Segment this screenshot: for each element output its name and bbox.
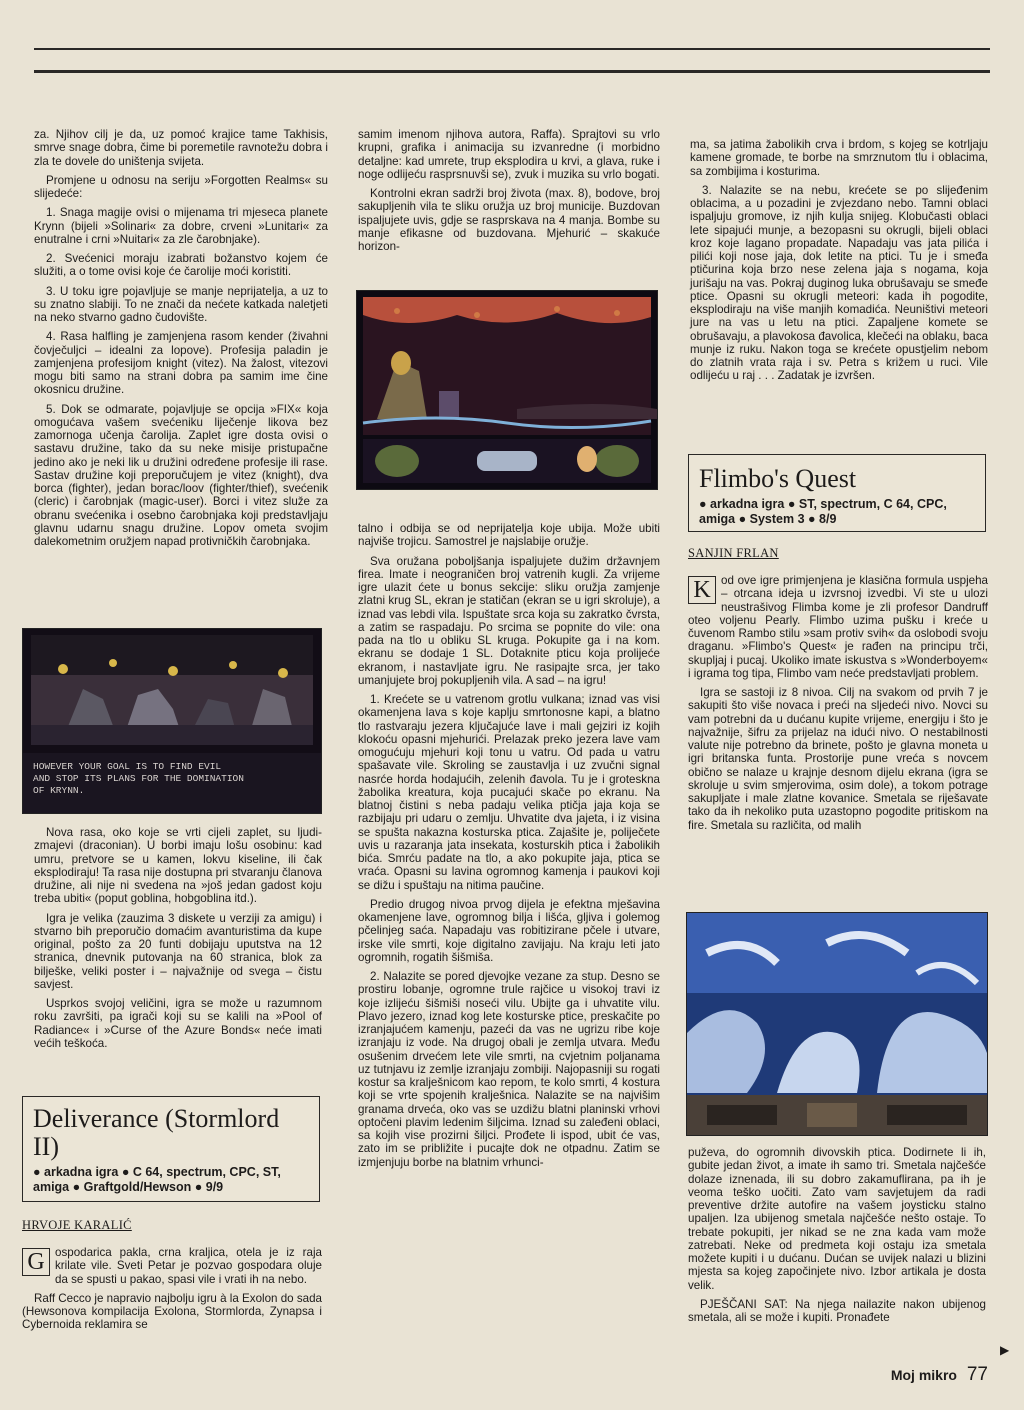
- paragraph: Raff Cecco je napravio najbolju igru à la Exolon do sada (Hewsonova kompilacija Exolona, Stormlorda, Zynapsa i Cybernoida reklamira se: [22, 1291, 322, 1332]
- review-2-body: [688, 574, 988, 838]
- paragraph: 3. U toku igre pojavljuje se manje neprijatelja, a uz to su znatno slabiji. To ne znači da nećete katkada naletjeti na neko stvarno gadno čudovište.: [34, 284, 328, 324]
- krynn-caption-line-3: OF KRYNN.: [33, 785, 85, 796]
- paragraph: puževa, do ogromnih divovskih ptica. Dodirnete li ih, gubite jedan život, a imate ih samo tri. Smetala najčešće dolaze iznenada, ili su dobro zakamuflirana, pa ih je veoma teško uočiti. Zato vam savjetujem da radi preventive držite autofire na vašem joysticku stalno upaljen. Iza ubijenog smetala najčešće nešto ostaje. To trebate pokupiti, jer nikad se ne zna kada vam može zatrebati. Neke od predmeta koji ostaju iza smetala možete kupiti i u dućanu. Dućan se uvijek nalazi u blizini mjesta sa kojeg započinjete nivo. Izbor artikala je dosta velik.: [688, 1146, 986, 1292]
- column-1-top: [34, 128, 328, 554]
- review-header-deliverance: [22, 1096, 320, 1202]
- paragraph: 2. Nalazite se pored djevojke vezane za stup. Desno se prostiru lobanje, ogromne trule rajčice u visokoj travi iz koje izlijeću šišmiši noseći vilu. Ubijte ga i uhvatite vilu. Plavo jezero, iznad kog lete kosturske ptice, preskačite po izranjajućem kamenju, pazeći da vas ne ugrizu ribe koje izranjaju iz vode. Na drugoj obali je zemlja utvara. Među osušenim drvećem lete vile smrti, na cvjetnim poljanama uz tutnjavu iz zemlje izranjaju zombiji. Najopasniji su rogati kostur sa kralješnicom kao repom, te kolo smrti, 4 kostura koji se vrte spojenih kralješnica. Nalazite se na najvišim granama drveća, oko vas se uzdižu blatni planinski vrhovi optočeni plavim ledenim šiljcima. Iznad su zaleđeni oblaci, sa kojih vise prozirni šiljci. Prođete li ispod, ubit će vas, zato im se približite i pucajte dok ne otpadnu. Zatim se izmjenjuju borbe na blatnim vrhunci-: [358, 970, 660, 1169]
- paragraph: Nova rasa, oko koje se vrti cijeli zaplet, su ljudi-zmajevi (draconian). U borbi imaju lošu osobinu: kad umru, pretvore se u kamen, lokvu kiseline, ili čak eksplodiraju! Ta rasa nije dostupna pri stvaranju članova družine, ali nije ni svedena na »još jedan gadost koju treba ubiti« (poput goblina, hobgoblina itd.).: [34, 826, 322, 906]
- column-1-bottom: [34, 826, 322, 1056]
- krynn-caption-line-2: AND STOP ITS PLANS FOR THE DOMINATION: [33, 773, 244, 784]
- paragraph: Usprkos svojoj veličini, igra se može u razumnom roku završiti, pa igrači koji su se kalili na »Pool of Radiance« i »Curse of the Azure Bonds« neće imati većih teškoća.: [34, 997, 322, 1050]
- paragraph: Kontrolni ekran sadrži broj života (max. 8), bodove, broj sakupljenih vila te sliku oružja uz broj municije. Buzdovan ispaljujete uvis, gdje se rasprskava na 4 manja. Bombe su manje efikasne od buzdovana. Mjehurić – skakuće horizon-: [358, 187, 660, 253]
- game-screenshot-krynn: [22, 628, 322, 814]
- paragraph: PJEŠČANI SAT: Na njega nailazite nakon ubijenog smetala, ali se može i kupiti. Pronađete: [688, 1297, 986, 1324]
- header-rule-bottom: [34, 70, 990, 73]
- header-rule-top: [34, 48, 990, 50]
- lead-paragraph: ospodarica pakla, crna kraljica, otela je iz raja krilate vile. Sveti Petar je pozvao gospodara oluje da se spusti u pakao, spasi vile i vrati ih na nebo.: [55, 1246, 322, 1286]
- review-title: Flimbo's Quest: [699, 464, 857, 493]
- review-author: SANJIN FRLAN: [688, 546, 779, 560]
- paragraph: Promjene u odnosu na seriju »Forgotten Realms« su slijedeće:: [34, 173, 328, 200]
- review-meta-line-2: amiga ● Graftgold/Hewson ● 9/9: [33, 1180, 224, 1194]
- column-3-bottom: [688, 1146, 986, 1330]
- review-1-body: [22, 1246, 322, 1338]
- paragraph: 1. Snaga magije ovisi o mijenama tri mjeseca planete Krynn (bijeli »Solinari« za dobre, crveni »Lunitari« za enutralne i crni »Nuitari« za zle čarobnjake).: [34, 206, 328, 246]
- flimbo-scene-image: [687, 913, 987, 1135]
- column-3-top: [690, 138, 988, 389]
- paragraph: samim imenom njihova autora, Raffa). Sprajtovi su vrlo krupni, grafika i animacija su izvanredne (i morbidno detaljne: kad umrete, trup eksplodira u krvi, a glava, ruke i noge odlijeću rasprsnuvši se), zvuk i muzika su vrlo bogati.: [358, 128, 660, 181]
- game-screenshot-deliverance: [356, 290, 658, 490]
- paragraph: za. Njihov cilj je da, uz pomoć krajice tame Takhisis, smrve snage dobra, čime bi poremetile ravnotežu dobra i zla te dovele do uništenja svijeta.: [34, 128, 328, 168]
- paragraph: 1. Krećete se u vatrenom grotlu vulkana; iznad vas visi okamenjena lava s koje kaplju smrtonosne kapi, a blatno tlo rastvaraju jezera ključajuće lave i mali gejziri iz kojih klokoću opasni mjehurići. Prelazak preko jezera lave vam omogućuju mjehuri koji tonu u vatru. Od pada u vatru spašavate vile. Skroling se zaustavlja i uz zvučni signal nasrće horda hodajućih, zelenih đavola. Tu je i groteskna žabolika kreatura, koja pucajući skače po ekranu. Na blatnoj čistini s neba padaju velika ptičja jaja koja se razbijaju pri udaru o zemlju. Uhvatite dva jajeta, i iz visina se spušta nakazna kosturska ptica. Zajašite je, poliječete uvis u razaranja jata insekata, kosturskih ptica i žabolikih bića. Smrću padate na tlo, a ako pokupite jaja, ptica se vraća. Opasni su lavina ogromnog kamenja i paukovi koji se dižu i spuštaju na nitima paučine.: [358, 693, 660, 892]
- dropcap-letter: G: [22, 1248, 50, 1276]
- column-2-bottom: [358, 522, 660, 1175]
- review-header-flimbos-quest: [688, 454, 986, 532]
- paragraph: 3. Nalazite se na nebu, krećete se po slijeđenim oblacima, a u pozadini je zvjezdano nebo. Tamni oblaci ispaljuju gromove, iz njih kulja snijeg. Klobučasti oblaci lete sipajući munje, a bezopasni su okrugli, bijeli oblaci kroz koje lagano propadate. Napadaju vas jata pilića i pilići koji nose jaja, dok letite na ptici. Tu je i smeđa ptičurina koja brzo nese zelena jaja s nogama, koja jurišaju na vas. Pokraj duginog luka obrušavaju se smeđe ptice. Opasni su okrugli meteori: kada ih pogodite, eksplodiraju na više manjih komadića. Neuništivi meteori jure na vas u letu na ptici. Zapaljene komete se obrušavaju, a plavokosa đavolica, klečeći na oblaku, baca munje iz ruku. Nakon toga se krećete opustjelim nebom do zlatnih vrata raja i sv. Petra s križem u ruci. Vile odlijeću u raj . . . Zadatak je izvršen.: [690, 183, 988, 383]
- dropcap-letter: K: [688, 576, 716, 604]
- paragraph: 5. Dok se odmarate, pojavljuje se opcija »FIX« koja omogućava vašem svećeniku liječenje likova bez zamornoga učenja čarolija. Zaplet igre dosta ovisi o sastavu družine, tako da su neke misije pristupačne jedino ako je neki lik u družini određene profesije ili rase. Sastav družine koji preporučujem je vitez (knight), dva borca (fighter), jedan borac/loov (fighter/thief), svećenik (cleric) i čarobnjak (magic-user). Borci i vitez služe za obranu svećenika i osebno čarobnjaka koji predstavljaju glavnu udarnu snagu družine. Lopov ometa svojim dalekometnim oružjem napad protivničkih čarobnjaka.: [34, 402, 328, 548]
- paragraph: Igra je velika (zauzima 3 diskete u verziji za amigu) i stvarno bih preporučio domaćim avanturistima da kupe original, pošto za 20 funti dobijaju uputstva na 12 stranica, dnevnik putovanja na 60 stranica, blok za bilješke, veliki poster i – najvažnije od svega – čistu savjest.: [34, 911, 322, 991]
- deliverance-scene-image: [357, 291, 657, 489]
- paragraph: 2. Svećenici moraju izabrati božanstvo kojem će služiti, a o tome ovisi koje će čarolije moći koristiti.: [34, 252, 328, 279]
- paragraph: talno i odbija se od neprijatelja koje ubija. Može ubiti najviše trojicu. Samostrel je najslabije oružje.: [358, 522, 660, 549]
- lead-paragraph: od ove igre primjenjena je klasična formula uspjeha – otrcana ideja u izvrsnoj izvedbi. Vi ste u ulozi neustrašivog Flimba kome je zli profesor Dandruff oteo voljenu Pearly. Flimbo uzima pušku i kreće u čuvenom Rambo stilu »sam protiv svih« da oslobodi svoju draganu. »Flimbo's Quest« je rađen na principu trči, skupljaj i pucaj. Ukoliko imate iskustva s »Wonderboyem« i igrama tog tipa, Flimbo vam neće predstavljati problem.: [688, 574, 988, 680]
- page-number: 77: [966, 1364, 988, 1385]
- magazine-name: Moj mikro: [890, 1367, 957, 1383]
- review-author: HRVOJE KARALIĆ: [22, 1218, 132, 1232]
- review-meta-line-1: ● arkadna igra ● C 64, spectrum, CPC, ST,: [33, 1165, 281, 1179]
- paragraph: 4. Rasa halfling je zamjenjena rasom kender (živahni čovječuljci – idealni za lopove). Profesija paladin je zamjenjena profesijom knight (vitez). Na žalost, vitezovi mogu biti samo na strani dobra pa samim ime čine okosnicu družine.: [34, 330, 328, 397]
- game-screenshot-flimbos-quest: [686, 912, 988, 1136]
- krynn-scene-image: [23, 629, 321, 813]
- page-footer: [891, 1364, 988, 1386]
- column-2-top: [358, 128, 660, 259]
- paragraph: ma, sa jatima žabolikih crva i brdom, s kojeg se kotrljaju kamene gromade, te borbe na smrznutom tlu i oblacima, sa zombijima i kosturima.: [690, 138, 988, 178]
- paragraph: Sva oružana poboljšanja ispaljujete dužim državnjem firea. Imate i neograničen broj vatrenih kugli. Za vrijeme igre ulazit ćete u bonus sekcije: sliku oružja zamjenje zlatni krug SL, ekran je statičan (ekran se u igri skroluje), a iznad vas lebdi vila. Ispuštate srca koja su zakratko čvrsta, a zatim se raspadaju. Po srcima se popnite do vile: ona pada na tlo u obliku SL kruga. Pokupite ga i na kom. ekranu se dodaje 1 SL. Dotaknite pticu koja prolijeće ekranom, i nastavljate igru. Ne rasipajte srca, jer tako umanjujete broj pokupljenih vila. A sad – na igru!: [358, 554, 660, 687]
- review-meta-line-1: ● arkadna igra ● ST, spectrum, C 64, CPC,: [699, 497, 947, 511]
- review-title: Deliverance (Stormlord II): [33, 1104, 280, 1161]
- krynn-caption-line-1: HOWEVER YOUR GOAL IS TO FIND EVIL: [33, 761, 222, 772]
- continue-arrow-icon: ▶: [1000, 1343, 1010, 1357]
- paragraph: Predio drugog nivoa prvog dijela je efektna mješavina okamenjene lave, ogromnog bilja i lišća, gljiva i golemog pčelinjeg saća. Napadaju vas robitizirane pčele i utvare, irske vile smrti, koje digitalno zavijaju. Na kraju leti jato ogromnih, rogatih šišmiša.: [358, 897, 660, 964]
- paragraph: Igra se sastoji iz 8 nivoa. Cilj na svakom od prvih 7 je sakupiti što više novaca i preći na sljedeći nivo. Novci su vam potrebni da u dućanu kupite vrijeme, energiju i što je najvažnije, šifru za prijelaz na idući nivo. O nestabilnosti valute nije potrebno da brinete, pošto je glavna moneta u igri britanska funta. Prostorije pune vreća s novcem obično se nalaze u krajnje desnom dijelu ekrana (igra se skroluje u svim smjerovima, osim dole), a tokom potrage sakupljate i male zlatne kovanice. Smetala se riješavate tako da ih nekoliko puta uzastopno pogodite pritiskom na fire. Smetala su različita, od malih: [688, 686, 988, 832]
- review-meta-line-2: amiga ● System 3 ● 8/9: [699, 512, 837, 526]
